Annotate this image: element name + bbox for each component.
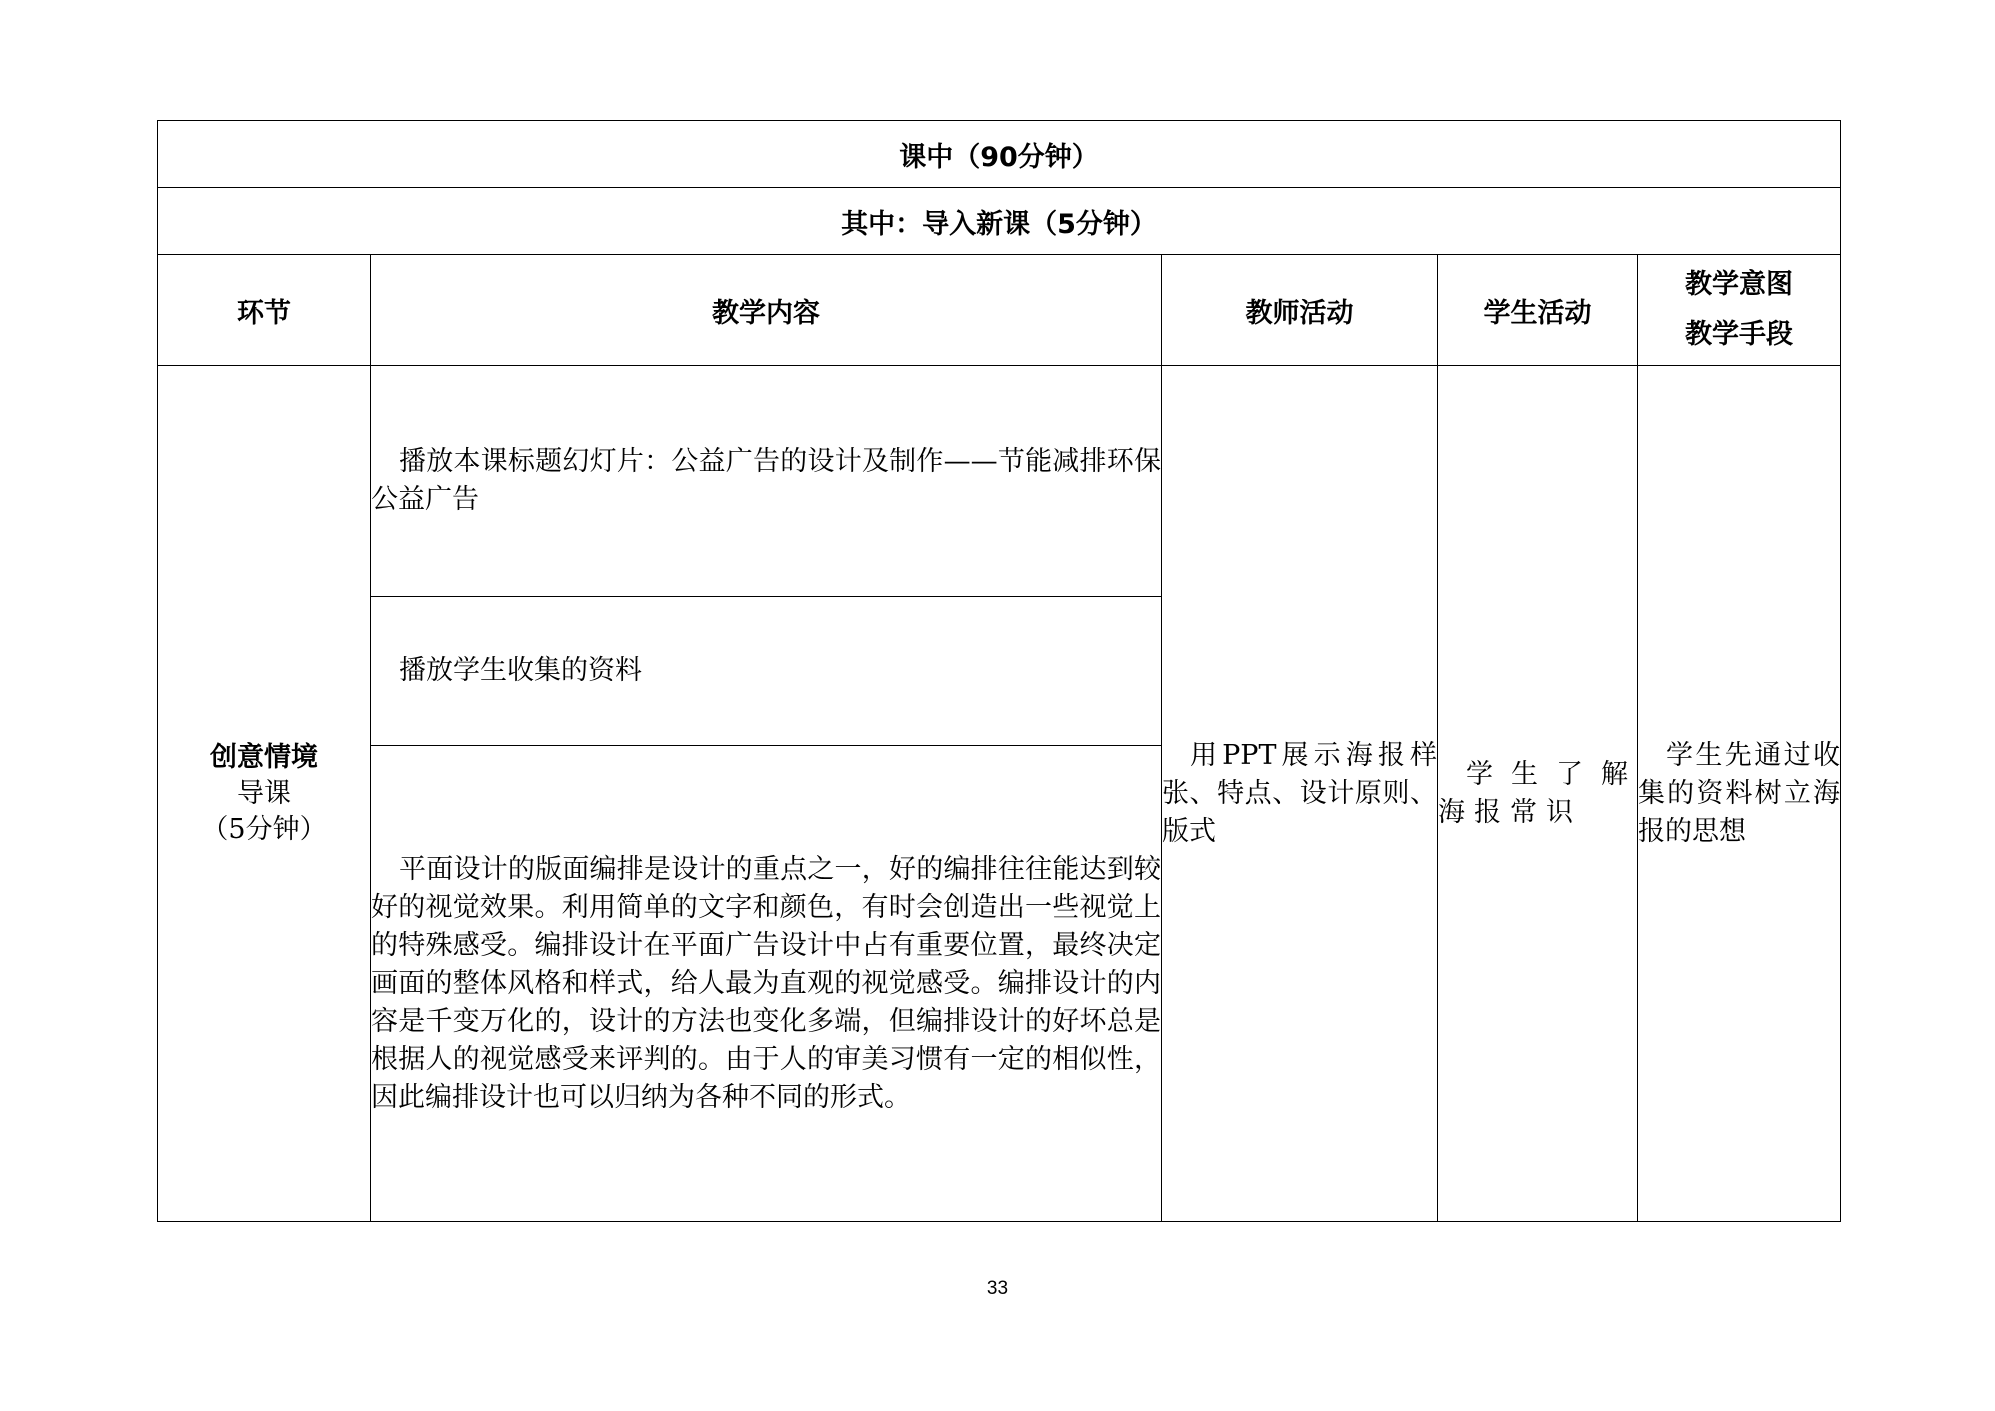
table-header-row bbox=[158, 255, 1841, 366]
content-text-2: 播放学生收集的资料 bbox=[399, 655, 642, 686]
header-student: 学生活动 bbox=[1438, 255, 1638, 366]
content-cell-2 bbox=[371, 597, 1162, 746]
teacher-activity-text: 用PPT展示海报样张、特点、设计原则、版式 bbox=[1162, 739, 1437, 847]
page-number: 33 bbox=[986, 1278, 1009, 1299]
content-cell-3 bbox=[371, 746, 1162, 1222]
part-banner-row bbox=[158, 188, 1841, 255]
header-intent bbox=[1638, 255, 1841, 366]
header-section: 环节 bbox=[158, 255, 371, 366]
header-teacher: 教师活动 bbox=[1162, 255, 1438, 366]
header-intent-line1: 教学意图 bbox=[1685, 269, 1794, 300]
student-activity-text: 学生了解海报常识 bbox=[1438, 758, 1637, 828]
teaching-intent-cell bbox=[1638, 366, 1841, 1222]
section-duration: （5分钟） bbox=[201, 813, 327, 845]
content-text-3: 平面设计的版面编排是设计的重点之一，好的编排往往能达到较好的视觉效果。利用简单的文字和颜色，有时会创造出一些视觉上的特殊感受。编排设计在平面广告设计中占有重要位置，最终决定画面的整体风格和样式，给人最为直观的视觉感受。编排设计的内容是千变万化的，设计的方法也变化多端，但编排设计的好坏总是根据人的视觉感受来评判的。由于人的审美习惯有一定的相似性，因此编排设计也可以归纳为各种不同的形式。 bbox=[371, 853, 1161, 1113]
period-banner: 课中（90分钟） bbox=[158, 121, 1841, 188]
section-title: 创意情境 bbox=[210, 741, 318, 773]
section-cell bbox=[158, 366, 371, 1222]
header-content: 教学内容 bbox=[371, 255, 1162, 366]
content-text-1: 播放本课标题幻灯片：公益广告的设计及制作——节能减排环保公益广告 bbox=[371, 446, 1161, 515]
period-banner-row bbox=[158, 121, 1841, 188]
lesson-plan-table bbox=[157, 120, 1841, 1222]
table-row bbox=[158, 366, 1841, 597]
part-banner: 其中：导入新课（5分钟） bbox=[158, 188, 1841, 255]
student-activity-cell bbox=[1438, 366, 1638, 1222]
header-intent-line2: 教学手段 bbox=[1685, 319, 1794, 350]
teacher-activity-cell bbox=[1162, 366, 1438, 1222]
teaching-intent-text: 学生先通过收集的资料树立海报的思想 bbox=[1638, 739, 1841, 847]
content-cell-1 bbox=[371, 366, 1162, 597]
section-subtitle: 导课 bbox=[237, 777, 291, 809]
